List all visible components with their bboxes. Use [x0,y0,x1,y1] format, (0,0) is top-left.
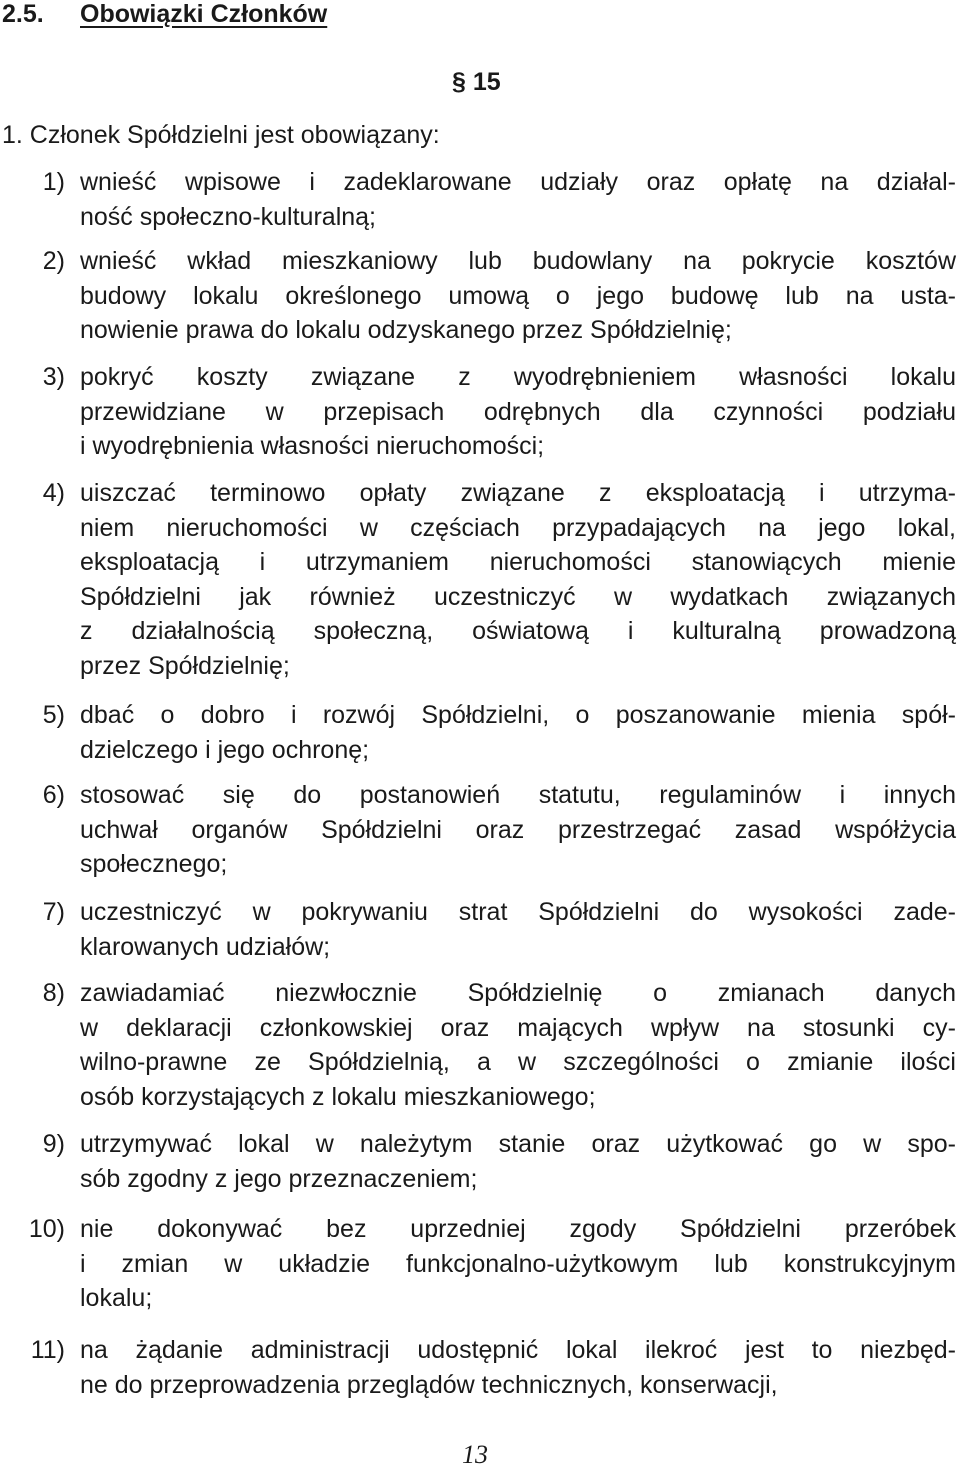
item-text-line: z działalnością społeczną, oświatową i kulturalną prowadzoną [80,617,956,645]
item-text-line: stosować się do postanowień statutu, regulaminów i innych [80,781,956,809]
item-number: 2) [42,247,65,275]
item-number: 9) [42,1130,65,1158]
item-text [80,976,956,1114]
item-text-line: sób zgodny z jego przeznaczeniem; [80,1164,478,1193]
item-text-line: dzielczego i jego ochronę; [80,735,370,764]
item-text [80,698,956,767]
item-number: 10) [28,1215,65,1243]
item-text [80,476,956,683]
item-text-line: ne do przeprowadzenia przeglądów technicznych, konserwacji, [80,1370,778,1399]
item-text-line: wnieść wkład mieszkaniowy lub budowlany na pokrycie kosztów [80,247,956,275]
item-text-line: w deklaracji członkowskiej oraz mających wpływ na stosunki cy- [80,1013,956,1042]
section-title: Obowiązki Członków [80,0,328,28]
item-text-line: i zmian w układzie funkcjonalno-użytkowym lub konstrukcyjnym [80,1249,956,1278]
item-text-line: utrzymywać lokal w należytym stanie oraz użytkować go w spo- [80,1130,956,1158]
item-text-line: uchwał organów Spółdzielni oraz przestrzegać zasad współżycia [80,815,956,844]
item-number: 1) [42,168,65,196]
item-text-line: nowienie prawa do lokalu odzyskanego przez Spółdzielnię; [80,316,732,344]
item-text [80,778,956,882]
item-text [80,895,956,964]
item-text-line: i wyodrębnienia własności nieruchomości; [80,432,545,460]
item-text-line: wnieść wpisowe i zadeklarowane udziały oraz opłatę na działal- [80,168,956,196]
item-number: 3) [42,363,65,391]
paragraph-mark: § 15 [452,68,501,96]
item-number: 4) [42,479,65,507]
item-text [80,360,956,464]
item-number: 8) [42,979,65,1007]
item-text-line: dbać o dobro i rozwój Spółdzielni, o poszanowanie mienia spół- [80,701,956,729]
item-text-line: osób korzystających z lokalu mieszkaniowego; [80,1082,596,1111]
item-text-line: na żądanie administracji udostępnić lokal ilekroć jest to niezbęd- [80,1336,956,1364]
item-text-line: nie dokonywać bez uprzedniej zgody Spółdzielni przeróbek [80,1215,956,1243]
item-text-line: lokalu; [80,1284,153,1312]
item-text-line: zawiadamiać niezwłocznie Spółdzielnię o zmianach danych [80,979,956,1007]
item-text-line: pokryć koszty związane z wyodrębnieniem własności lokalu [80,363,956,391]
item-text [80,1212,956,1316]
item-text [80,165,956,234]
item-text-line: społecznego; [80,850,228,878]
item-text-line: Spółdzielni jak również uczestniczyć w wydatkach związanych [80,582,956,611]
item-text-line: uiszczać terminowo opłaty związane z eksploatacją i utrzyma- [80,479,956,507]
item-text-line: przewidziane w przepisach odrębnych dla czynności podziału [80,397,956,426]
item-text-line: niem nieruchomości w częściach przypadających na jego lokal, [80,513,956,542]
item-number: 6) [42,781,65,809]
item-number: 5) [42,701,65,729]
intro-text: 1. Członek Spółdzielni jest obowiązany: [2,121,440,149]
item-text-line: ność społeczno-kulturalną; [80,202,376,231]
section-number: 2.5. [2,0,44,28]
item-text-line: wilno-prawne ze Spółdzielnią, a w szczególności o zmianie ilości [80,1048,956,1076]
item-text-line: budowy lokalu określonego umową o jego budowę lub na usta- [80,281,956,310]
item-number: 7) [42,898,65,926]
item-text [80,244,956,348]
item-text-line: eksploatacją i utrzymaniem nieruchomości stanowiących mienie [80,548,956,576]
item-number: 11) [30,1336,65,1364]
item-text [80,1127,956,1196]
item-text-line: klarowanych udziałów; [80,932,331,961]
item-text-line: uczestniczyć w pokrywaniu strat Spółdzielni do wysokości zade- [80,898,956,926]
item-text [80,1333,956,1402]
page-number: 13 [462,1440,488,1469]
item-text-line: przez Spółdzielnię; [80,651,290,680]
section-heading [2,0,327,30]
